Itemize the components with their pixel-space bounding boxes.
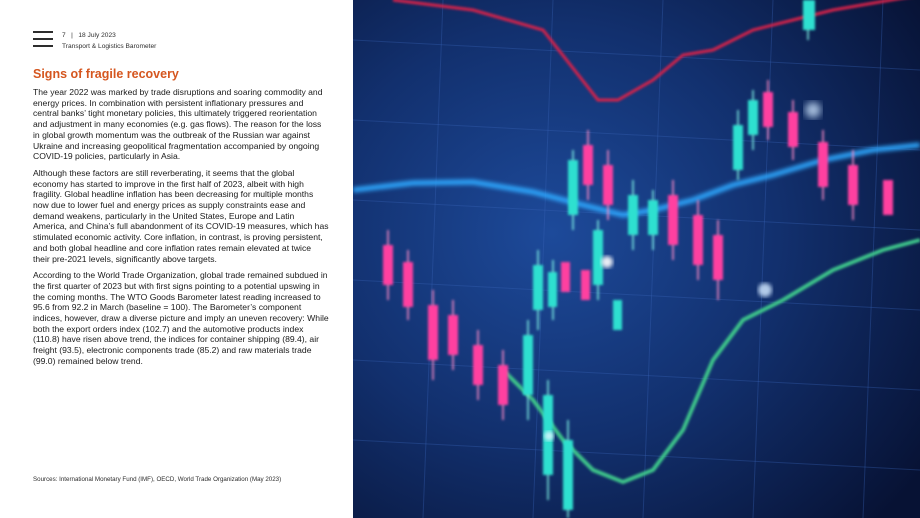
page-meta: [62, 31, 116, 40]
paragraph: Although these factors are still reverberating, it seems that the global economy has started to improve in the first half of 2023, albeit with high fragility. Global headline inflation has been decreasing for multiple months now due to lower fuel and energy prices as supply constraints ease and demand weakens, particularly in the United States, Europe and Latin America, and China’s full abandonment of its COVID-19 measures, which has stimulated economic activity. Core inflation, in contrast, is proving persistent, and both global headline and core inflation rates remain elevated at twice their pre-2021 levels, significantly above targets.: [33, 167, 329, 264]
financial-chart-image: [353, 0, 920, 518]
sources-note: Sources: International Monetary Fund (IMF), OECD, World Trade Organization (May 2023): [33, 476, 282, 483]
paragraph: The year 2022 was marked by trade disruptions and soaring commodity and energy prices. In combination with persistent inflationary pressures and central banks’ tight monetary policies, this ultimately triggered reorientation and adjustment in many economies (e.g. gas flows). The reason for the loss in global growth momentum was the outbreak of the Russian war against Ukraine and increasing geopolitical fragmentation accompanied by ongoing COVID-19 policies, particularly in Asia.: [33, 87, 323, 162]
publication-date: 18 July 2023: [78, 32, 116, 39]
chart-photo-svg: [353, 0, 920, 518]
page-title: Signs of fragile recovery: [33, 67, 179, 81]
paragraph: According to the World Trade Organization, global trade remained subdued in the first quarter of 2023 but with first signs pointing to a potential upswing in the coming months. The WTO Goods Barometer latest reading increased to 95.6 from 92.2 in March (baseline = 100). The Barometer’s component indices, however, draw a diverse picture and imply an uneven recovery: While both the export orders index (102.7) and the automotive products index (110.8) have risen above trend, the indices for container shipping (89.4), air freight (93.5), electronic components trade (85.2) and raw materials trade (99.0) remained below trend.: [33, 270, 329, 366]
image-background: [353, 0, 920, 518]
publication-name: Transport & Logistics Barometer: [62, 43, 157, 50]
page-number: 7: [62, 32, 66, 39]
meta-separator: |: [71, 32, 73, 39]
menu-icon[interactable]: [33, 31, 53, 47]
article-body: [33, 87, 329, 373]
text-panel: [0, 0, 353, 518]
